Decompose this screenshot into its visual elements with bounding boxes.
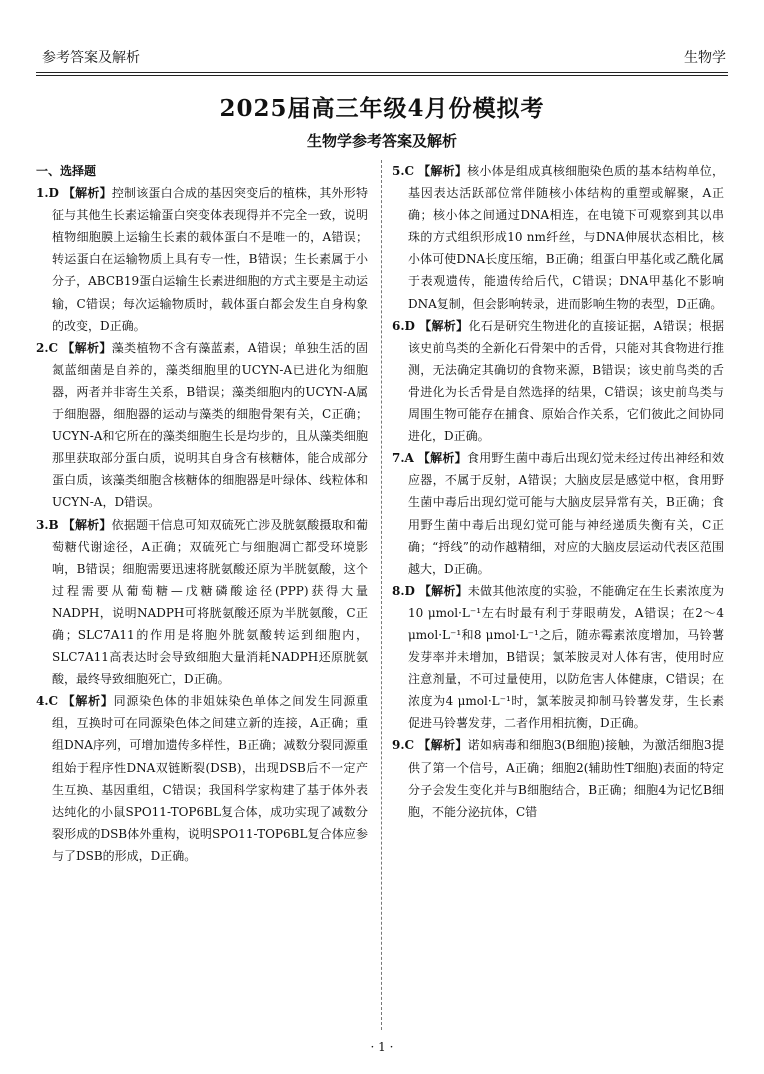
page-subtitle: 生物学参考答案及解析 <box>306 132 457 150</box>
page-number: · 1 · <box>370 1040 394 1054</box>
header-rule <box>36 72 728 73</box>
item-text: 未做其他浓度的实验，不能确定在生长素浓度为10 μmol·L⁻¹左右时最有利于芽眼萌发，A错误；在2～4 μmol·L⁻¹和8 μmol·L⁻¹之后，随赤霉素浓度增加，马铃薯发芽率并未增加，B错误；氯苯胺灵对人体有害，使用时应注意剂量，不可过量使用，以防危害人体健康，C错误；在浓度为4 μmol·L⁻¹时，氯苯胺灵抑制马铃薯发芽，生长素促进马铃薯发芽，二者作用相抗衡，D正确。 <box>408 583 724 731</box>
item-text: 核小体是组成真核细胞染色质的基本结构单位，基因表达活跃部位常伴随核小体结构的重塑或解聚，A正确；核小体之间通过DNA相连，在电镜下可观察到其以串珠的方式组织形成10 nm纤丝，与DNA伸展状态相比，核小体可使DNA长度压缩，B正确；组蛋白甲基化或乙酰化属于表观遗传，能遗传给后代，C错误；DNA甲基化不影响DNA复制，但会影响转录，进而影响生物的表型，D正确。 <box>408 164 724 311</box>
answer-item-1 <box>36 182 368 337</box>
right-column <box>392 160 724 823</box>
answer-item-4 <box>36 690 368 867</box>
analysis-tag: 【解析】 <box>418 164 468 178</box>
item-text: 诺如病毒和细胞3(B细胞)接触，为激活细胞3提供了第一个信号，A正确；细胞2(辅助性T细胞)表面的特定分子会发生变化并与B细胞结合，B正确；细胞4为记忆B细胞，不能分泌抗体，C错 <box>408 738 724 819</box>
answer-item-2 <box>36 337 368 514</box>
item-text: 同源染色体的非姐妹染色单体之间发生同源重组，互换时可在同源染色体之间建立新的连接，A正确；重组DNA序列，可增加遗传多样性，B正确；减数分裂同源重组始于程序性DNA双链断裂(DSB)，出现DSB后不一定产生互换、基因重组，C错误；我国科学家构建了基于体外表达纯化的小鼠SPO11-TOP6BL复合体，成功实现了减数分裂形成的DSB体外重构，说明SPO11-TOP6BL复合体应参与了DSB的形成，D正确。 <box>52 694 368 863</box>
column-divider <box>381 160 382 1030</box>
item-number: 9.C <box>392 738 415 753</box>
answer-item-3 <box>36 514 368 691</box>
item-text: 依据题干信息可知双硫死亡涉及胱氨酸摄取和葡萄糖代谢途径，A正确；双硫死亡与细胞凋亡都受环境影响，B错误；细胞需要迅速将胱氨酸还原为半胱氨酸，这个过程需要从葡萄糖—戊糖磷酸途径(PPP)获得大量NADPH，说明NADPH可将胱氨酸还原为半胱氨酸，C正确；SLC7A11的作用是将胞外胱氨酸转运到细胞内，SLC7A11高表达时会导致细胞大量消耗NADPH还原胱氨酸，最终导致细胞死亡，D正确。 <box>52 517 368 687</box>
item-number: 8.D <box>392 583 415 598</box>
item-text: 藻类植物不含有藻蓝素，A错误；单独生活的固氮蓝细菌是自养的，藻类细胞里的UCYN-A已进化为细胞器，两者并非寄生关系，B错误；藻类细胞内的UCYN-A属于细胞器，细胞器的运动与藻类的细胞骨架有关，C正确；UCYN-A和它所在的藻类细胞生长是均步的，且从藻类细胞那里获取部分蛋白质，说明其自身含有核糖体，能合成部分蛋白质，该藻类细胞含核糖体的细胞器是叶绿体、线粒体和UCYN-A，D错误。 <box>52 340 368 510</box>
analysis-tag: 【解析】 <box>62 694 114 709</box>
item-number: 5.C <box>392 164 415 178</box>
header-rule-thin <box>36 75 728 76</box>
analysis-tag: 【解析】 <box>417 451 467 466</box>
answer-item-6 <box>392 315 724 448</box>
analysis-tag: 【解析】 <box>62 340 112 355</box>
item-number: 7.A <box>392 451 414 466</box>
answer-item-8 <box>392 580 724 735</box>
item-number: 6.D <box>392 318 415 333</box>
answer-item-7 <box>392 447 724 580</box>
analysis-tag: 【解析】 <box>62 517 112 532</box>
analysis-tag: 【解析】 <box>418 583 468 598</box>
analysis-tag: 【解析】 <box>62 186 112 201</box>
header-left: 参考答案及解析 <box>42 50 140 66</box>
analysis-tag: 【解析】 <box>418 738 468 753</box>
item-number: 1.D <box>36 186 59 201</box>
item-text: 化石是研究生物进化的直接证据，A错误；根据该史前鸟类的全新化石骨架中的舌骨，只能对其食物进行推测，无法确定其确切的食物来源，B错误；该史前鸟类的舌骨进化为长舌骨是自然选择的结果，C错误；该史前鸟类与周围生物可能存在捕食、原始合作关系，它们彼此之间协同进化，D正确。 <box>408 318 724 444</box>
answer-item-9 <box>392 734 724 822</box>
page-title: 2025届高三年级4月份模拟考 <box>219 95 545 122</box>
answer-item-5 <box>392 160 724 315</box>
item-text: 食用野生菌中毒后出现幻觉未经过传出神经和效应器，不属于反射，A错误；大脑皮层是感觉中枢，食用野生菌中毒后出现幻觉可能与大脑皮层异常有关，B正确；食用野生菌中毒后出现幻觉可能与神经递质失衡有关，C正确；“捋线”的动作越精细，对应的大脑皮层运动代表区范围越大，D正确。 <box>408 451 724 576</box>
header-right: 生物学 <box>684 50 726 66</box>
item-number: 3.B <box>36 517 59 532</box>
item-number: 4.C <box>36 694 59 709</box>
left-column <box>36 160 368 867</box>
item-text: 控制该蛋白合成的基因突变后的植株，其外形特征与其他生长素运输蛋白突变体表现得并不完全一致，说明植物细胞膜上运输生长素的载体蛋白不是唯一的，A错误；转运蛋白在运输物质上具有专一性，B错误；生长素属于小分子，ABCB19蛋白运输生长素进细胞的方式主要是主动运输，C错误；每次运输物质时，载体蛋白都会发生自身构象的改变，D正确。 <box>52 186 368 333</box>
section-heading: 一、选择题 <box>36 164 97 178</box>
analysis-tag: 【解析】 <box>419 318 469 333</box>
item-number: 2.C <box>36 340 59 355</box>
